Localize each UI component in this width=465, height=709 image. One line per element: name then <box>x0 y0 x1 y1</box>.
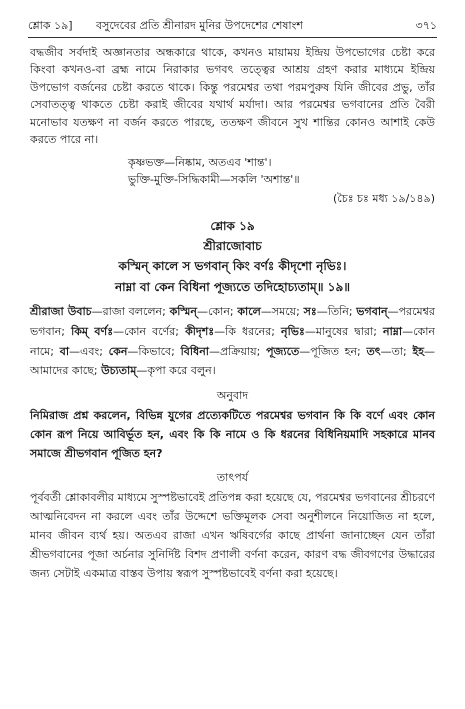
synonym-word: কিম্ বর্ণঃ <box>71 325 114 339</box>
synonym-meaning: রাজা বললেন; <box>102 305 170 319</box>
synonym-word: পূজ্যতে <box>266 344 300 358</box>
synonym-meaning: সময়ে; <box>271 305 304 319</box>
synonym-word: শ্রীরাজা উবাচ <box>30 305 92 319</box>
synonym-meaning: কিভাবে; <box>138 344 181 358</box>
synonym-meaning: কৃপা করে বলুন। <box>147 364 216 378</box>
synonym-word: সঃ <box>303 305 317 319</box>
synonym-word: বিধিনা <box>180 344 209 358</box>
translation-label: অনুবাদ <box>216 388 249 402</box>
header-verse-ref: শ্লোক ১৯] <box>28 19 73 32</box>
synonym-meaning: কোন; <box>207 305 238 319</box>
translation-text: নিমিরাজ প্রশ্ন করলেন, বিভিন্ন যুগের প্রত্যেকটিতে পরমেশ্বর ভগবান কি কি বর্ণে এবং কোন কোন রূপ নিয়ে আবির্ভূত হন, এবং কি কি নামে ও কি ধরনের বিধিনিয়মাদি সহকারে মানব সমাজে শ্রীভগবান পূজিত হন? <box>30 408 435 460</box>
verse-heading: শ্লোক ১৯ <box>210 219 255 234</box>
synonym-meaning: তা; <box>391 344 413 358</box>
synonym-meaning: এবং; <box>80 344 109 358</box>
synonym-meaning: কোন নামে; <box>30 325 435 358</box>
header-divider <box>28 37 437 38</box>
quote-line-2: ভুক্তি-মুক্তি-সিদ্ধিকামী—সকলি 'অশান্ত'॥ <box>128 173 300 187</box>
synonym-meaning: মানুষের দ্বারা; <box>315 325 384 339</box>
purport-label: তাৎপর্য <box>216 470 249 484</box>
quote-citation: (চৈঃ চঃ মধ্য ১৯/১৪৯) <box>333 192 435 206</box>
header-chapter-title: বসুদেবের প্রতি শ্রীনারদ মুনির উপদেশের শেষাংশ <box>96 19 303 32</box>
purport-text: পূর্ববর্তী শ্লোকাবলীর মাধ্যমে সুস্পষ্টভাবেই প্রতিপন্ন করা হয়েছে যে, পরমেশ্বর ভগবানের শ্রীচরণে আত্মনিবেদন না করলে এবং তাঁর উদ্দেশে ভক্তিমূলক সেবা অনুশীলনে নিয়োজিত না হলে, মানব জীবন ব্যর্থ হয়। অতএব রাজা এখন ঋষিবর্গের কাছে প্রার্থনা জানাচ্ছেন যেন তাঁরা শ্রীভগবানের পূজা অর্চনার সুনির্দিষ্ট বিশদ প্রণালী বর্ণনা করেন, কারণ বদ্ধ জীবগণের উদ্ধারের জন্য সেটাই একমাত্র বাস্তব উপায় স্বরূপ সুস্পষ্টভাবেই বর্ণনা করা হয়েছে। <box>30 490 435 580</box>
synonym-word: নৃভিঃ <box>281 325 305 339</box>
synonym-word: ভগবান্ <box>356 305 388 319</box>
synonym-word: বা <box>59 344 70 358</box>
synonym-word: কালে <box>237 305 261 319</box>
word-for-word-synonyms: শ্রীরাজা উবাচ—রাজা বললেন; কস্মিন্—কোন; কালে—সময়ে; সঃ—তিনি; ভগবান্—পরমেশ্বর ভগবান; কিম্ বর্ণঃ—কোন বর্ণের; কীদৃশঃ—কি ধরনের; নৃভিঃ—মানুষের দ্বারা; নাম্না—কোন নামে; বা—এবং; কেন—কিভাবে; বিধিনা—প্রক্রিয়ায়; পূজ্যতে—পূজিত হন; তৎ—তা; ইহ—আমাদের কাছে; উচ্যতাম্—কৃপা করে বলুন। <box>30 305 435 378</box>
quoted-verse <box>128 154 435 188</box>
running-header <box>28 18 437 36</box>
synonym-word: তৎ <box>366 344 381 358</box>
synonym-meaning: কোন বর্ণের; <box>124 325 186 339</box>
intro-paragraph: বদ্ধজীব সর্বদাই অজ্ঞানতার অন্ধকারে থাকে, কখনও মায়াময় ইন্দ্রিয় উপভোগের চেষ্টা করে কিংবা কখনও-বা ব্রহ্ম নামে নিরাকার ভগবৎ তত্ত্বের আশ্রয় গ্রহণ করার মাধ্যমে ইন্দ্রিয় উপভোগ বর্জনের চেষ্টা করতে থাকে। কিন্তু পরমেশ্বর তথা পরমপুরুষ যিনি জীবের প্রভু, তাঁর সেবাতত্ত্ব থাকতে চেষ্টা করাই জীবের যথার্থ মর্যাদা। আর পরমেশ্বর ভগবানের প্রতি বৈরী মনোভাব যতক্ষণ না বর্জন করতে পারছে, ততক্ষণ জীবনে সুখ শান্তির কোনও আশাই কেউ করতে পারে না। <box>30 46 435 147</box>
verse-line-1: কস্মিন্ কালে স ভগবান্ কিং বর্ণঃ কীদৃশো নৃভিঃ। <box>118 259 347 274</box>
synonym-meaning: কি ধরনের; <box>225 325 282 339</box>
synonym-meaning: পরমেশ্বর ভগবান; <box>30 305 435 339</box>
page-number: ৩৭১ <box>415 19 437 32</box>
synonym-word: কস্মিন্ <box>169 305 197 319</box>
synonym-word: নাম্না <box>383 325 403 339</box>
synonym-word: কীদৃশঃ <box>185 325 215 339</box>
synonym-word: উচ্যতাম্ <box>101 364 137 378</box>
synonym-meaning: পূজিত হন; <box>310 344 367 358</box>
page-body <box>30 44 435 583</box>
verse-speaker: শ্রীরাজোবাচ <box>203 239 262 254</box>
quote-line-1: কৃষ্ণভক্ত—নিষ্কাম, অতএব 'শান্ত'। <box>128 156 272 170</box>
synonym-word: ইহ <box>412 344 424 358</box>
synonym-word: কেন <box>108 344 128 358</box>
synonym-meaning: প্রক্রিয়ায়; <box>219 344 267 358</box>
synonym-meaning: তিনি; <box>327 305 357 319</box>
verse-line-2: নাম্না বা কেন বিধিনা পূজ্যতে তদিহোচ্যতাম্॥ ১৯॥ <box>114 280 351 295</box>
synonym-meaning: আমাদের কাছে; <box>30 364 102 378</box>
